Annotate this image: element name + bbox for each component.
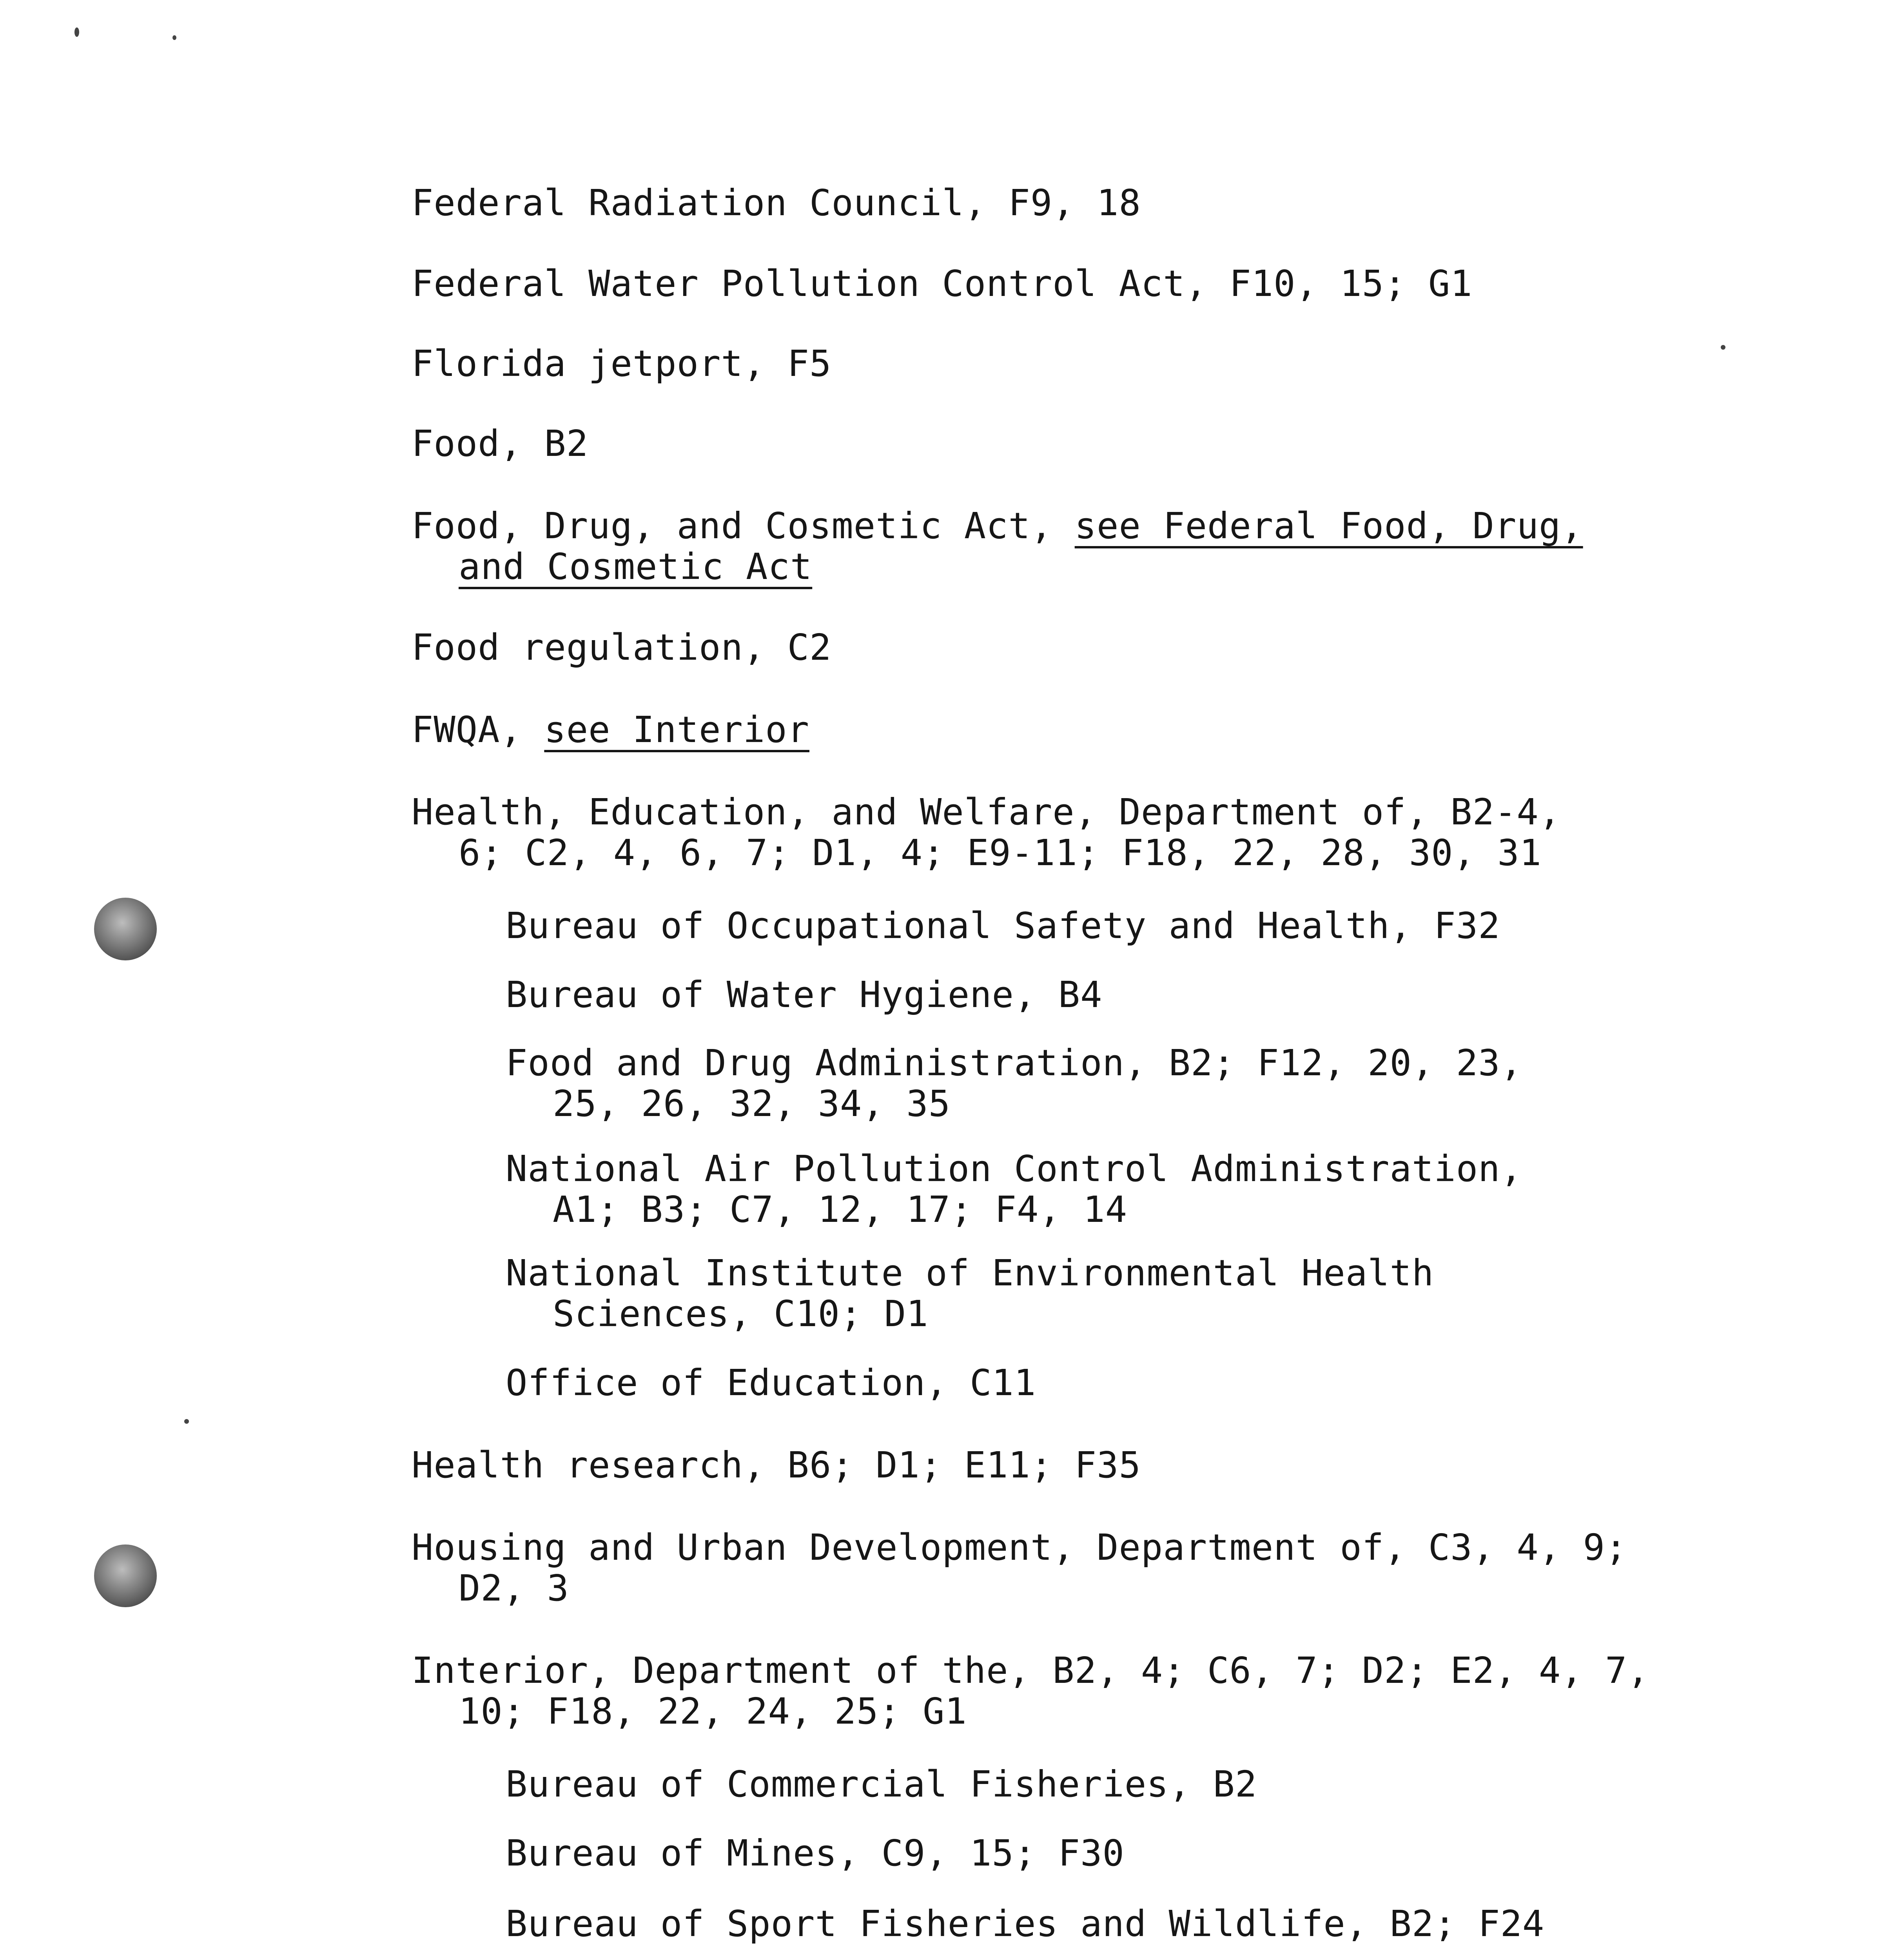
see-reference: and Cosmetic Act [459,546,813,588]
index-entry [412,792,1561,873]
index-subentry [506,1149,1522,1230]
scan-speck [74,27,79,37]
index-subentry: Office of Education, C11 [506,1362,1036,1404]
entry-line: National Air Pollution Control Administration, [506,1148,1522,1190]
entry-continuation: Sciences, C10; D1 [553,1293,929,1335]
scan-speck [1721,345,1725,350]
entry-continuation: A1; B3; C7, 12, 17; F4, 14 [553,1189,1128,1230]
entry-line: National Institute of Environmental Health [506,1252,1434,1294]
index-subentry [506,1043,1522,1124]
see-reference: see Federal Food, Drug, [1074,505,1583,547]
entry-continuation: 6; C2, 4, 6, 7; D1, 4; E9-11; F18, 22, 28, 30, 31 [459,832,1542,874]
entry-line: Interior, Department of the, B2, 4; C6, 7; D2; E2, 4, 7, [412,1650,1649,1691]
index-subentry: Bureau of Sport Fisheries and Wildlife, B2; F24 [506,1903,1545,1945]
index-entry: Florida jetport, F5 [412,343,832,385]
entry-line: Housing and Urban Development, Department of, C3, 4, 9; [412,1526,1627,1568]
see-reference: see Interior [544,709,810,751]
index-entry [412,1650,1649,1732]
entry-heading: Food, Drug, and Cosmetic Act, [412,505,1075,547]
index-subentry: Bureau of Occupational Safety and Health, F32 [506,905,1500,947]
entry-line: Health, Education, and Welfare, Department of, B2-4, [412,791,1561,833]
index-entry: Health research, B6; D1; E11; F35 [412,1444,1141,1486]
index-entry [412,1527,1627,1609]
index-entry: Food regulation, C2 [412,626,832,668]
entry-heading: FWQA, [412,709,544,751]
scan-speck [172,35,176,40]
index-entry: Federal Radiation Council, F9, 18 [412,182,1141,224]
index-subentry: Bureau of Mines, C9, 15; F30 [506,1832,1125,1874]
punch-hole [94,898,157,960]
index-entry [412,710,809,750]
index-subentry: Bureau of Commercial Fisheries, B2 [506,1763,1257,1805]
index-subentry: Bureau of Water Hygiene, B4 [506,974,1103,1016]
index-entry [412,506,1583,587]
index-entry: Federal Water Pollution Control Act, F10, 15; G1 [412,263,1473,305]
index-entry: Food, B2 [412,423,589,465]
scan-speck [184,1419,189,1424]
entry-continuation: 25, 26, 32, 34, 35 [553,1083,951,1125]
entry-continuation: 10; F18, 22, 24, 25; G1 [459,1690,967,1732]
entry-continuation: D2, 3 [459,1567,569,1609]
punch-hole [94,1544,157,1607]
entry-line: Food and Drug Administration, B2; F12, 20, 23, [506,1042,1522,1084]
index-subentry [506,1253,1434,1334]
